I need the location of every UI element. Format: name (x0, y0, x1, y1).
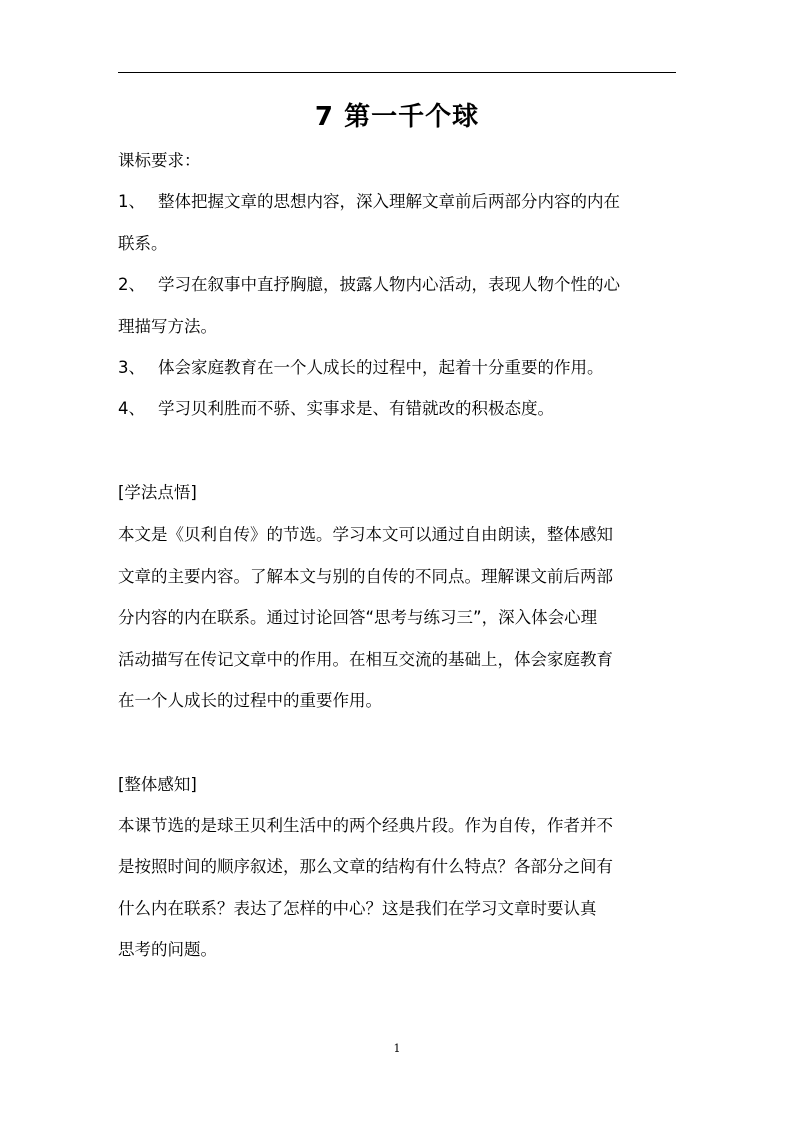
requirement-number: 3、 (118, 358, 145, 377)
requirement-text: 学习在叙事中直抒胸臆，披露人物内心活动，表现人物个性的心 (158, 275, 620, 294)
study-method-line: 在一个人成长的过程中的重要作用。 (118, 691, 382, 710)
overall-line: 本课节选的是球王贝利生活中的两个经典片段。作为自传，作者并不 (118, 816, 613, 835)
overall-line: 思考的问题。 (118, 940, 217, 959)
overall-heading: [整体感知] (118, 775, 197, 794)
study-method-line: 活动描写在传记文章中的作用。在相互交流的基础上，体会家庭教育 (118, 650, 613, 669)
study-method-line: 文章的主要内容。了解本文与别的自传的不同点。理解课文前后两部 (118, 567, 613, 586)
requirement-item-1 (118, 190, 680, 214)
study-method-line: 分内容的内在联系。通过讨论回答“思考与练习三”，深入体会心理 (118, 608, 598, 627)
requirements-heading: 课标要求： (118, 151, 201, 170)
requirement-item-4 (118, 397, 680, 421)
page-number: 1 (393, 1042, 401, 1055)
study-method-heading: [学法点悟] (118, 483, 197, 502)
study-method-line: 本文是《贝利自传》的节选。学习本文可以通过自由朗读，整体感知 (118, 525, 613, 544)
requirement-number: 4、 (118, 399, 145, 418)
requirement-text: 整体把握文章的思想内容，深入理解文章前后两部分内容的内在 (158, 192, 620, 211)
requirement-text: 体会家庭教育在一个人成长的过程中，起着十分重要的作用。 (158, 358, 604, 377)
requirement-text: 学习贝利胜而不骄、实事求是、有错就改的积极态度。 (158, 399, 554, 418)
requirement-number: 2、 (118, 275, 145, 294)
requirement-item-1-continued: 联系。 (118, 234, 168, 253)
overall-line: 什么内在联系？表达了怎样的中心？这是我们在学习文章时要认真 (118, 899, 597, 918)
overall-line: 是按照时间的顺序叙述，那么文章的结构有什么特点？各部分之间有 (118, 857, 613, 876)
requirement-number: 1、 (118, 192, 145, 211)
header-rule (118, 72, 676, 73)
requirement-item-2-continued: 理描写方法。 (118, 317, 217, 336)
requirement-item-2 (118, 273, 680, 297)
requirement-item-3 (118, 356, 680, 380)
page-title: 7 第一千个球 (314, 102, 480, 132)
